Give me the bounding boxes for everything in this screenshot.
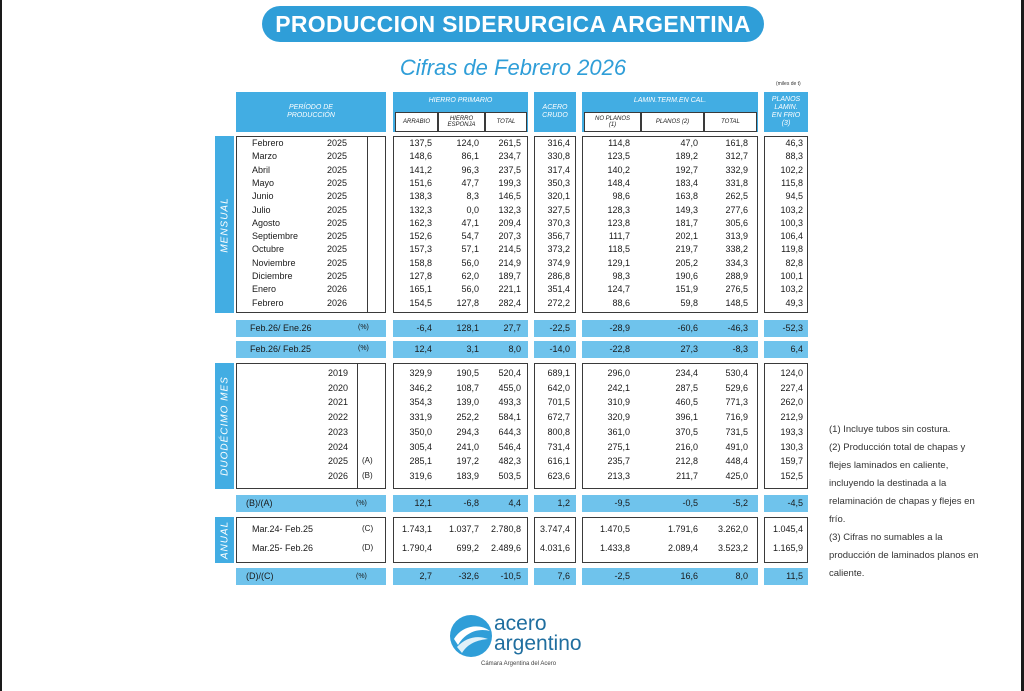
monthly-row-value: 334,3 <box>725 257 748 268</box>
monthly-row-value: 8,3 <box>466 191 479 202</box>
anual-row-value: 2.780,8 <box>490 524 521 534</box>
month-label: Abril <box>252 164 271 175</box>
duodecimo-row-value: 329,9 <box>409 368 432 378</box>
pct3-row-value: -2,5 <box>614 571 630 581</box>
monthly-row-value: 56,0 <box>461 257 479 268</box>
duodecimo-row-value: 616,1 <box>547 456 570 467</box>
duodecimo-row-value: 396,1 <box>675 412 698 423</box>
year-label: 2025 <box>327 151 348 162</box>
monthly-row-value: 157,3 <box>409 244 432 255</box>
month-label: Mayo <box>252 177 275 188</box>
monthly-row-value: 118,5 <box>608 244 630 255</box>
monthly-row-value: 0,0 <box>466 204 479 215</box>
header-esponja: HIERRO ESPONJA <box>438 112 485 132</box>
pct3-row-value: -32,6 <box>458 571 479 581</box>
duodecimo-row-value: 460,5 <box>675 397 698 408</box>
duodecimo-row-value: 211,7 <box>676 470 698 481</box>
monthly-row-value: 350,3 <box>547 177 570 188</box>
logo-text-argentino: argentino <box>494 632 582 655</box>
year-label: 2025 <box>328 456 349 467</box>
mensual-divider <box>367 136 368 313</box>
monthly-row-value: 100,3 <box>780 217 803 228</box>
month-label: Junio <box>252 191 274 202</box>
pct1-row-value: 12,4 <box>414 344 432 354</box>
monthly-row-value: 162,3 <box>409 217 432 228</box>
header-frio: PLANOS LAMIN. EN FRIO (3) <box>764 92 808 132</box>
year-label: 2022 <box>328 412 349 423</box>
duodecimo-row-value: 731,4 <box>547 441 570 452</box>
header-hierro: HIERRO PRIMARIO <box>393 94 528 108</box>
tag-label: (C) <box>362 524 374 533</box>
monthly-row-value: 327,5 <box>547 204 570 215</box>
monthly-row-value: 103,2 <box>780 204 803 215</box>
pct2-row-value: -6,8 <box>463 498 479 508</box>
duodecimo-row-value: 716,9 <box>725 412 748 423</box>
monthly-row-value: 163,8 <box>675 191 698 202</box>
duodecimo-row-value: 139,0 <box>456 397 479 408</box>
monthly-row-value: 305,6 <box>725 217 748 228</box>
section-label-duodecimo: DUODÉCIMO MES <box>215 363 234 489</box>
anual-row-value: 1.790,4 <box>401 543 432 553</box>
monthly-row-value: 47,1 <box>461 217 479 228</box>
duodecimo-row-value: 197,2 <box>456 456 479 467</box>
month-label: Febrero <box>252 138 284 148</box>
monthly-row-value: 151,6 <box>409 177 432 188</box>
monthly-row-value: 332,9 <box>725 164 748 175</box>
duodecimo-row-value: 530,4 <box>725 368 748 378</box>
duodecimo-divider <box>357 363 358 489</box>
anual-row-value: 3.262,0 <box>717 524 748 534</box>
monthly-row-value: 262,5 <box>725 191 748 202</box>
monthly-row-value: 370,3 <box>547 217 570 228</box>
duodecimo-row-value: 310,9 <box>607 397 630 408</box>
monthly-row-value: 351,4 <box>547 284 570 295</box>
duodecimo-row-value: 287,5 <box>675 382 698 393</box>
monthly-row-value: 192,7 <box>675 164 698 175</box>
duodecimo-row-value: 193,3 <box>780 426 803 437</box>
monthly-row-value: 374,9 <box>547 257 570 268</box>
monthly-row-value: 46,3 <box>785 138 803 148</box>
monthly-row-value: 123,8 <box>607 217 630 228</box>
month-label: Agosto <box>252 217 281 228</box>
monthly-row-value: 237,5 <box>498 164 521 175</box>
month-label: Julio <box>252 204 271 215</box>
anual-row-value: 1.037,7 <box>448 524 479 534</box>
pct1-row-value: -28,9 <box>609 323 630 333</box>
duodecimo-row-value: 546,4 <box>498 441 521 452</box>
pct-label: (D)/(C) <box>246 571 274 581</box>
duodecimo-row-value: 159,7 <box>780 456 803 467</box>
anual-row-value: 2.089,4 <box>667 543 698 553</box>
monthly-row-value: 94,5 <box>785 191 803 202</box>
pct2-row-value: -9,5 <box>614 498 630 508</box>
monthly-row-value: 158,8 <box>409 257 432 268</box>
monthly-row-value: 128,3 <box>607 204 630 215</box>
pct-label: Feb.26/ Feb.25 <box>250 344 312 354</box>
monthly-row-value: 88,6 <box>612 297 630 308</box>
monthly-row-value: 207,3 <box>498 231 521 242</box>
monthly-row-value: 313,9 <box>725 231 748 242</box>
duodecimo-row-value: 320,9 <box>607 412 630 423</box>
page-subtitle: Cifras de Febrero 2026 <box>399 55 627 80</box>
duodecimo-row-value: 520,4 <box>498 368 521 378</box>
duodecimo-row-value: 212,8 <box>675 456 698 467</box>
pct1-row-value: -46,3 <box>727 323 748 333</box>
duodecimo-row-value: 213,3 <box>607 470 630 481</box>
monthly-row-value: 181,7 <box>675 217 698 228</box>
duodecimo-row-value: 731,5 <box>725 426 748 437</box>
monthly-row-value: 148,5 <box>725 297 748 308</box>
period-label: Mar.24- Feb.25 <box>252 524 314 534</box>
monthly-row-value: 282,4 <box>498 297 521 308</box>
anual-row-value: 3.747,4 <box>539 524 570 534</box>
monthly-row-value: 316,4 <box>547 138 570 148</box>
monthly-row-value: 140,2 <box>607 164 630 175</box>
year-label: 2026 <box>327 297 348 308</box>
duodecimo-row-value: 491,0 <box>725 441 748 452</box>
duodecimo-row-value: 448,4 <box>725 456 748 467</box>
pct1-row-value: -8,3 <box>732 344 748 354</box>
anual-row-value: 1.470,5 <box>599 524 630 534</box>
duodecimo-row-value: 262,0 <box>780 397 803 408</box>
monthly-row-value: 119,8 <box>781 244 803 255</box>
monthly-row-value: 154,5 <box>409 297 432 308</box>
logo-icon <box>448 613 494 664</box>
monthly-row-value: 88,3 <box>785 151 803 162</box>
pct-unit: (%) <box>358 345 369 352</box>
monthly-row-value: 49,3 <box>785 297 803 308</box>
anual-row-value: 1.743,1 <box>401 524 432 534</box>
footnote-1: (1) Incluye tubos sin costura. <box>829 424 951 435</box>
duodecimo-row-value: 183,9 <box>456 470 479 481</box>
left-border <box>0 0 2 691</box>
duodecimo-row-value: 235,7 <box>607 456 630 467</box>
monthly-row-value: 320,1 <box>547 191 570 202</box>
header-acero: ACERO CRUDO <box>534 92 576 132</box>
monthly-row-value: 47,7 <box>461 177 479 188</box>
year-label: 2026 <box>327 284 348 295</box>
monthly-row-value: 103,2 <box>780 284 803 295</box>
monthly-row-value: 132,3 <box>498 204 521 215</box>
monthly-row-value: 100,1 <box>780 271 803 281</box>
year-label: 2025 <box>327 204 348 215</box>
duodecimo-row-value: 493,3 <box>498 397 521 408</box>
duodecimo-row-value: 701,5 <box>547 397 570 408</box>
monthly-row-value: 137,5 <box>409 138 432 148</box>
anual-row-value: 699,2 <box>456 543 479 553</box>
duodecimo-row-value: 642,0 <box>547 382 570 393</box>
monthly-row-value: 151,9 <box>675 284 698 295</box>
anual-row-value: 1.045,4 <box>772 524 803 534</box>
section-label-mensual: MENSUAL <box>215 136 234 313</box>
monthly-row-value: 102,2 <box>780 164 803 175</box>
duodecimo-row-value: 361,0 <box>607 426 630 437</box>
page-title: PRODUCCION SIDERURGICA ARGENTINA <box>262 6 764 42</box>
duodecimo-row-value: 455,0 <box>498 382 521 393</box>
footnotes <box>829 421 989 583</box>
monthly-row-value: 82,8 <box>785 257 803 268</box>
pct1-row-value: 27,7 <box>503 323 521 333</box>
monthly-row-value: 138,3 <box>409 191 432 202</box>
monthly-row-value: 124,0 <box>456 138 479 148</box>
monthly-row-value: 54,7 <box>461 231 479 242</box>
monthly-row-value: 141,2 <box>409 164 432 175</box>
monthly-row-value: 330,8 <box>547 151 570 162</box>
monthly-row-value: 127,8 <box>456 297 479 308</box>
pct1-row-value: -6,4 <box>416 323 432 333</box>
duodecimo-row-value: 124,0 <box>780 368 803 378</box>
pct3-row-value: 7,6 <box>557 571 570 581</box>
monthly-row-value: 202,1 <box>675 231 698 242</box>
monthly-row-value: 214,9 <box>498 257 521 268</box>
header-total-lamin: TOTAL <box>704 112 757 132</box>
duodecimo-row-value: 275,1 <box>607 441 630 452</box>
anual-row-value: 1.433,8 <box>599 543 630 553</box>
header-noplanos: NO PLANOS (1) <box>584 112 641 132</box>
monthly-row-value: 331,8 <box>725 177 748 188</box>
year-label: 2024 <box>328 441 349 452</box>
month-label: Diciembre <box>252 271 293 281</box>
monthly-row-value: 373,2 <box>547 244 570 255</box>
monthly-row-value: 57,1 <box>461 244 479 255</box>
monthly-row-value: 146,5 <box>498 191 521 202</box>
year-label: 2025 <box>327 138 348 148</box>
month-label: Noviembre <box>252 257 296 268</box>
anual-row-value: 2.489,6 <box>490 543 521 553</box>
monthly-row-value: 312,7 <box>725 151 748 162</box>
anual-row-value: 1.165,9 <box>772 543 803 553</box>
duodecimo-row-value: 212,9 <box>780 412 803 423</box>
pct2-row-value: -4,5 <box>787 498 803 508</box>
pct1-row-value: 3,1 <box>466 344 479 354</box>
duodecimo-row-value: 108,7 <box>456 382 479 393</box>
pct3-row-value: 16,6 <box>680 571 698 581</box>
header-periodo: PERÍODO DE PRODUCCIÓN <box>236 92 386 132</box>
duodecimo-row-value: 242,1 <box>607 382 630 393</box>
pct3-row-value: -10,5 <box>500 571 521 581</box>
logo-tagline: Cámara Argentina del Acero <box>481 661 557 667</box>
duodecimo-row-value: 482,3 <box>498 456 521 467</box>
monthly-row-value: 98,3 <box>612 271 630 281</box>
duodecimo-row-value: 623,6 <box>547 470 570 481</box>
monthly-row-value: 199,3 <box>498 177 521 188</box>
monthly-row-value: 124,7 <box>607 284 630 295</box>
monthly-row-value: 221,1 <box>498 284 521 295</box>
monthly-row-value: 152,6 <box>409 231 432 242</box>
tag-label: (A) <box>362 456 373 466</box>
pct-label: Feb.26/ Ene.26 <box>250 323 312 333</box>
year-label: 2025 <box>327 257 348 268</box>
monthly-row-value: 205,2 <box>675 257 698 268</box>
duodecimo-row-value: 346,2 <box>409 382 432 393</box>
duodecimo-row-value: 672,7 <box>547 412 570 423</box>
monthly-row-value: 356,7 <box>547 231 570 242</box>
monthly-row-value: 148,4 <box>607 177 630 188</box>
monthly-row-value: 165,1 <box>409 284 432 295</box>
pct1-row-value: -52,3 <box>782 323 803 333</box>
monthly-row-value: 129,1 <box>607 257 630 268</box>
monthly-row-value: 276,5 <box>725 284 748 295</box>
monthly-row-value: 47,0 <box>680 138 698 148</box>
month-label: Septiembre <box>252 231 299 242</box>
header-total-hierro: TOTAL <box>485 112 527 132</box>
pct2-row-value: 1,2 <box>557 498 570 508</box>
duodecimo-row-value: 425,0 <box>725 470 748 481</box>
monthly-row-value: 183,4 <box>675 177 698 188</box>
pct-unit: (%) <box>358 324 369 331</box>
monthly-row-value: 59,8 <box>680 297 698 308</box>
duodecimo-row-value: 689,1 <box>547 368 570 378</box>
monthly-row-value: 277,6 <box>725 204 748 215</box>
monthly-row-value: 209,4 <box>498 217 521 228</box>
monthly-row-value: 272,2 <box>547 297 570 308</box>
monthly-row-value: 234,7 <box>498 151 521 162</box>
header-planos: PLANOS (2) <box>641 112 704 132</box>
duodecimo-row-value: 350,0 <box>409 426 432 437</box>
duodecimo-row-value: 305,4 <box>409 441 432 452</box>
units-note: (miles de t) <box>776 81 801 87</box>
pct2-row-value: -0,5 <box>682 498 698 508</box>
pct2-row-value: 12,1 <box>414 498 432 508</box>
monthly-row-value: 148,6 <box>409 151 432 162</box>
tag-label: (B) <box>362 470 373 480</box>
pct2-row-value: 4,4 <box>508 498 521 508</box>
duodecimo-row-value: 584,1 <box>498 412 521 423</box>
monthly-row-value: 261,5 <box>498 138 521 148</box>
duodecimo-row-value: 234,4 <box>675 368 698 378</box>
monthly-row-value: 189,7 <box>498 271 521 281</box>
pct3-row-value: 8,0 <box>735 571 748 581</box>
year-label: 2025 <box>327 177 348 188</box>
monthly-row-value: 86,1 <box>461 151 479 162</box>
monthly-row-value: 190,6 <box>675 271 698 281</box>
year-label: 2025 <box>327 271 348 281</box>
footnote-2: (2) Producción total de chapas y flejes laminados en caliente, incluyendo la destinada a la relaminación de chapas y flejes en frío. <box>829 442 975 525</box>
monthly-row-value: 62,0 <box>461 271 479 281</box>
monthly-row-value: 161,8 <box>725 138 748 148</box>
duodecimo-row-value: 216,0 <box>675 441 698 452</box>
footnote-3: (3) Cifras no sumables a la producción de laminados planos en caliente. <box>829 532 979 579</box>
monthly-row-value: 127,8 <box>409 271 432 281</box>
monthly-row-value: 96,3 <box>461 164 479 175</box>
pct3-row-value: 2,7 <box>419 571 432 581</box>
monthly-row-value: 106,4 <box>780 231 803 242</box>
header-lamin: LAMIN.TERM.EN CAL. <box>582 94 758 108</box>
monthly-row-value: 111,7 <box>608 231 630 242</box>
pct-unit: (%) <box>356 500 367 507</box>
month-label: Marzo <box>252 151 278 162</box>
year-label: 2020 <box>328 382 349 393</box>
duodecimo-row-value: 354,3 <box>409 397 432 408</box>
month-label: Febrero <box>252 297 284 308</box>
header-arrabio: ARRABIO <box>395 112 438 132</box>
anual-row-value: 1.791,6 <box>667 524 698 534</box>
monthly-row-value: 98,6 <box>612 191 630 202</box>
duodecimo-row-value: 296,0 <box>607 368 630 378</box>
pct1-row-value: 128,1 <box>456 323 479 333</box>
pct1-row-value: -14,0 <box>549 344 570 354</box>
year-label: 2025 <box>327 164 348 175</box>
duodecimo-row-value: 529,6 <box>725 382 748 393</box>
monthly-row-value: 115,8 <box>781 177 803 188</box>
pct1-row-value: -22,8 <box>609 344 630 354</box>
monthly-row-value: 114,8 <box>608 138 630 148</box>
duodecimo-row-value: 152,5 <box>780 470 803 481</box>
period-label: Mar.25- Feb.26 <box>252 543 314 553</box>
duodecimo-row-value: 227,4 <box>780 382 803 393</box>
duodecimo-row-value: 331,9 <box>409 412 432 423</box>
section-label-anual: ANUAL <box>215 517 234 563</box>
tag-label: (D) <box>362 543 374 552</box>
duodecimo-row-value: 241,0 <box>456 441 479 452</box>
logo-text-acero: acero <box>494 612 547 635</box>
year-label: 2025 <box>327 231 348 242</box>
duodecimo-row-value: 252,2 <box>456 412 479 423</box>
duodecimo-row-value: 130,3 <box>780 441 803 452</box>
pct1-row-value: -22,5 <box>549 323 570 333</box>
monthly-row-value: 56,0 <box>461 284 479 295</box>
monthly-row-value: 317,4 <box>547 164 570 175</box>
pct1-row-value: 27,3 <box>680 344 698 354</box>
year-label: 2025 <box>327 244 348 255</box>
pct1-row-value: -60,6 <box>677 323 698 333</box>
monthly-row-value: 123,5 <box>607 151 630 162</box>
duodecimo-row-value: 190,5 <box>456 368 479 378</box>
pct-unit: (%) <box>356 573 367 580</box>
duodecimo-row-value: 294,3 <box>456 426 479 437</box>
duodecimo-row-value: 644,3 <box>498 426 521 437</box>
pct1-row-value: 6,4 <box>790 344 803 354</box>
anual-row-value: 3.523,2 <box>717 543 748 553</box>
monthly-row-value: 288,9 <box>725 271 748 281</box>
monthly-row-value: 286,8 <box>547 271 570 281</box>
year-label: 2019 <box>328 368 349 378</box>
year-label: 2021 <box>328 397 349 408</box>
duodecimo-row-value: 370,5 <box>675 426 698 437</box>
year-label: 2025 <box>327 217 348 228</box>
monthly-row-value: 219,7 <box>675 244 698 255</box>
duodecimo-row-value: 319,6 <box>409 470 432 481</box>
year-label: 2026 <box>328 470 349 481</box>
pct-label: (B)/(A) <box>246 498 273 508</box>
year-label: 2025 <box>327 191 348 202</box>
monthly-row-value: 149,3 <box>675 204 698 215</box>
monthly-row-value: 189,2 <box>675 151 698 162</box>
monthly-row-value: 214,5 <box>498 244 521 255</box>
pct1-row-value: 8,0 <box>508 344 521 354</box>
month-label: Enero <box>252 284 277 295</box>
anual-row-value: 4.031,6 <box>539 543 570 553</box>
duodecimo-row-value: 771,3 <box>725 397 748 408</box>
duodecimo-row-value: 503,5 <box>498 470 521 481</box>
monthly-row-value: 338,2 <box>725 244 748 255</box>
duodecimo-row-value: 800,8 <box>547 426 570 437</box>
year-label: 2023 <box>328 426 349 437</box>
pct2-row-value: -5,2 <box>732 498 748 508</box>
duodecimo-row-value: 285,1 <box>409 456 432 467</box>
monthly-row-value: 132,3 <box>409 204 432 215</box>
pct3-row-value: 11,5 <box>786 571 803 581</box>
month-label: Octubre <box>252 244 285 255</box>
